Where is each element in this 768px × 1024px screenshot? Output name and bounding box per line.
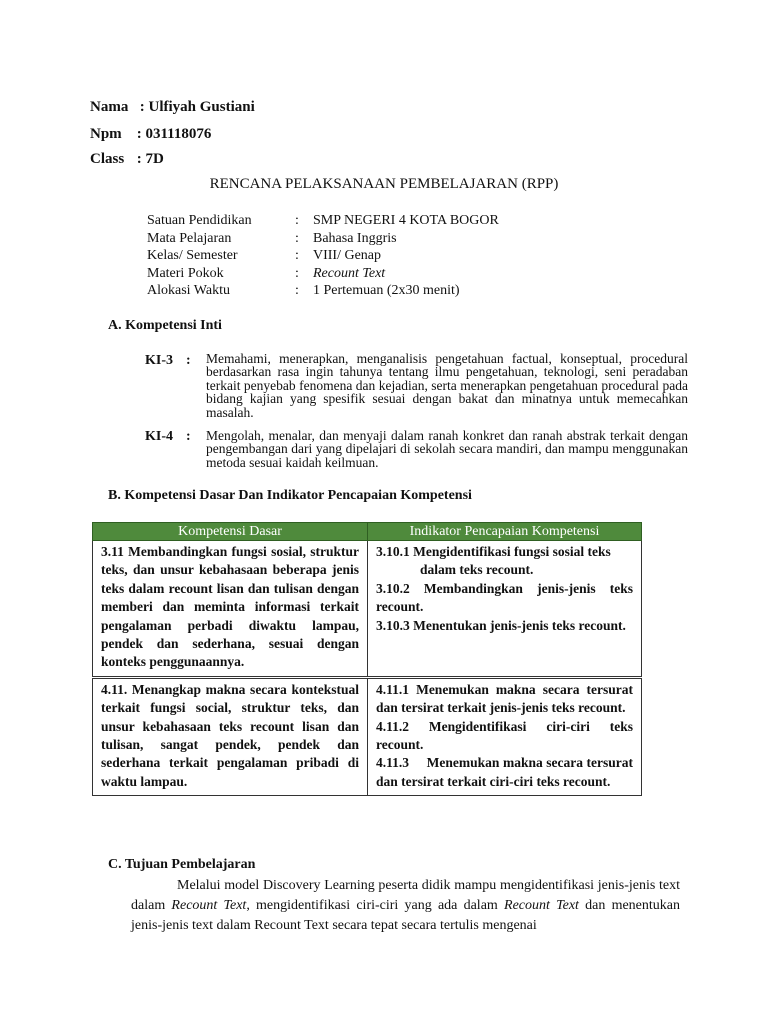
identity-npm-row: [90, 126, 211, 143]
kd-cell: 4.11. Menangkap makna secara kontekstual terkait fungsi social, struktur teks, dan unsur kebahasaan teks recount lisan dan tulisan, sangat pendek, pendek dan sederhana terkait pengalaman pribadi di waktu lampau.: [93, 677, 368, 795]
tujuan-part-italic: Recount Text: [171, 898, 247, 913]
ki3-colon: :: [186, 353, 191, 368]
ki3-label: KI-3: [145, 353, 173, 368]
info-value: VIII/ Genap: [313, 248, 382, 263]
name-value: Ulfiyah Gustiani: [148, 99, 255, 115]
tujuan-part: dan menentukan jenis-jenis text dalam Recount Text secara tepat secara tertulis mengenai: [131, 898, 680, 933]
info-colon: :: [295, 230, 299, 246]
ki4-text: Mengolah, menalar, dan menyaji dalam ranah konkret dan ranah abstrak terkait dengan pengembangan dari yang dipelajari di sekolah secara mandiri, dan mampu menggunakan metoda sesuai kaidah keilmuan.: [206, 428, 688, 470]
indicator-cell: [368, 541, 642, 678]
info-row: [147, 265, 499, 283]
name-label: Nama: [90, 99, 129, 115]
info-row: [147, 212, 499, 230]
identity-class-row: [90, 151, 164, 168]
indicator-line: 4.11.2 Mengidentifikasi ciri-ciri teks recount.: [376, 718, 633, 753]
section-b-heading: B. Kompetensi Dasar Dan Indikator Pencapaian Kompetensi: [108, 488, 472, 503]
ki4-label: KI-4: [145, 429, 173, 444]
info-colon: :: [295, 283, 299, 298]
info-key: Satuan Pendidikan: [147, 213, 252, 228]
indicator-line: 3.10.3 Menentukan jenis-jenis teks recount.: [376, 617, 626, 633]
lesson-info: [147, 212, 499, 300]
info-key: Materi Pokok: [147, 265, 224, 281]
info-value: Recount Text: [313, 265, 386, 281]
ki4-colon: :: [186, 429, 191, 444]
npm-value: 031118076: [145, 126, 212, 142]
tujuan-part: Melalui model Discovery Learning peserta didik mampu mengidentifikasi jenis-jenis text dalam: [131, 878, 680, 913]
info-value: Bahasa Inggris: [313, 230, 397, 246]
indicator-cell: [368, 677, 642, 795]
info-row: [147, 247, 499, 265]
tujuan-text: [131, 876, 680, 936]
npm-label: Npm: [90, 126, 122, 142]
npm-separator: :: [136, 126, 142, 142]
info-colon: :: [295, 265, 299, 281]
section-c-heading: C. Tujuan Pembelajaran: [108, 857, 256, 872]
indicator-line: 3.10.2 Membandingkan jenis-jenis teks recount.: [376, 580, 633, 615]
kd-cell: 3.11 Membandingkan fungsi sosial, struktur teks, dan unsur kebahasaan beberapa jenis teks dalam recount lisan dan tulisan dengan memberi dan meminta informasi terkait pengalaman perbadi diwaktu lampau, pendek dan sederhana, sesuai dengan konteks penggunaannya.: [93, 541, 368, 678]
column-header-kd: Kompetensi Dasar: [93, 523, 368, 541]
info-colon: :: [295, 213, 299, 228]
table-header-row: [93, 523, 642, 541]
document-title: RENCANA PELAKSANAAN PEMBELAJARAN (RPP): [209, 176, 559, 192]
class-value: 7D: [145, 151, 164, 167]
name-separator: :: [139, 99, 145, 115]
info-row: [147, 230, 499, 248]
info-key: Kelas/ Semester: [147, 248, 238, 263]
class-label: Class: [90, 151, 125, 167]
section-a-heading: A. Kompetensi Inti: [108, 318, 222, 333]
identity-name-row: [90, 99, 255, 116]
indicator-line: 3.10.1 Mengidentifikasi fungsi sosial teks: [376, 544, 611, 559]
info-key: Alokasi Waktu: [147, 283, 230, 298]
tujuan-part-italic: Recount Text: [504, 898, 579, 913]
indicator-line: dalam teks recount.: [420, 562, 534, 578]
info-key: Mata Pelajaran: [147, 230, 232, 246]
table-row: [93, 541, 642, 678]
class-separator: :: [136, 151, 142, 167]
tujuan-part: , mengidentifikasi ciri-ciri yang ada dalam: [246, 898, 505, 913]
indicator-line: 4.11.1 Menemukan makna secara tersurat dan tersirat terkait jenis-jenis teks recount.: [376, 681, 633, 716]
info-colon: :: [295, 248, 299, 263]
column-header-indicator: Indikator Pencapaian Kompetensi: [368, 523, 642, 541]
indicator-line: 4.11.3 Menemukan makna secara tersurat dan tersirat terkait ciri-ciri teks recount.: [376, 755, 637, 789]
table-row: [93, 677, 642, 795]
info-value: SMP NEGERI 4 KOTA BOGOR: [313, 213, 499, 228]
ki3-text: Memahami, menerapkan, menganalisis pengetahuan factual, konseptual, procedural berdasarkan rasa ingin tahunya tentang ilmu pengetahuan, teknologi, seni peradaban terkait penyebab fenomena dan kejadian, serta menerapkan pengetahuan procedural pada bidang kajian yang spesifik sesuai dengan bakat dan minatnya untuk memecahkan masalah.: [206, 351, 688, 420]
info-row: [147, 282, 499, 300]
competency-table: [92, 522, 642, 796]
info-value: 1 Pertemuan (2x30 menit): [313, 283, 460, 298]
tujuan-paragraph: [131, 876, 680, 936]
